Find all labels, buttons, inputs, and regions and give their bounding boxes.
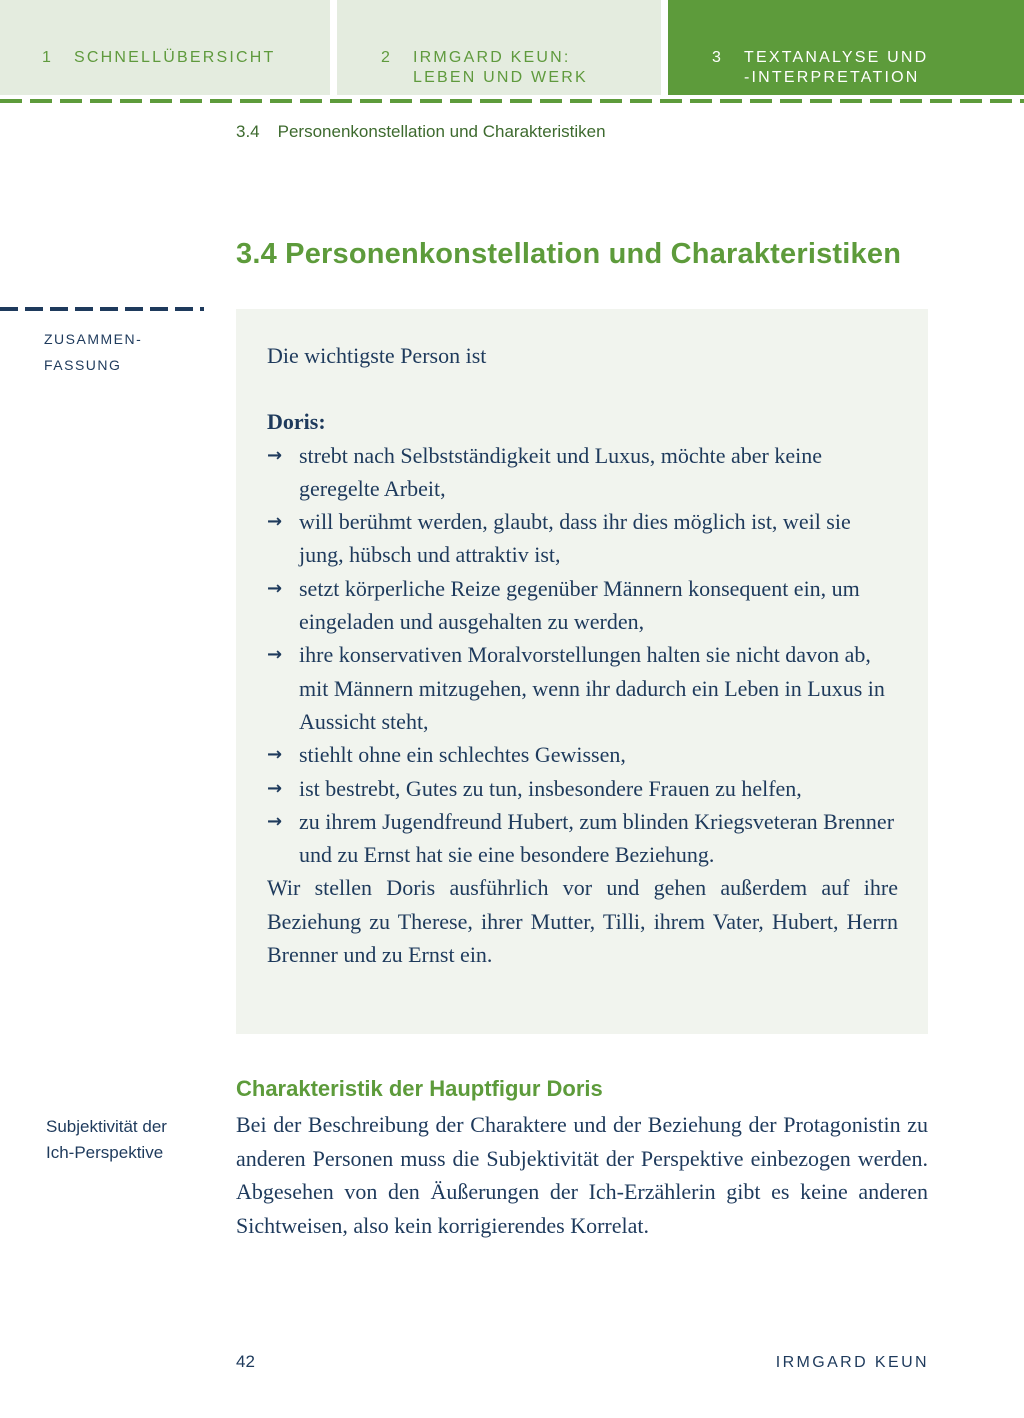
tab-label: TEXTANALYSE UND -INTERPRETATION [744, 49, 929, 86]
running-head: 3.4 Personenkonstellation und Charakteristiken [236, 122, 606, 141]
list-item: → strebt nach Selbstständigkeit und Luxus, möchte aber keine geregelte Arbeit, [267, 439, 898, 506]
arrow-right-icon: → [267, 444, 283, 466]
summary-box [236, 309, 928, 1034]
chapter-tabs [0, 0, 1024, 95]
list-item: → ist bestrebt, Gutes zu tun, insbesondere Frauen zu helfen, [267, 772, 898, 805]
tab-schnelluebersicht[interactable] [0, 0, 330, 95]
arrow-right-icon: → [267, 511, 283, 533]
arrow-right-icon: → [267, 644, 283, 666]
arrow-right-icon: → [267, 810, 283, 832]
section-title: 3.4 Personenkonstellation und Charakteristiken [236, 238, 902, 270]
list-item: → setzt körperliche Reize gegenüber Männern konsequent ein, um eingeladen und ausgehalten zu werden, [267, 572, 898, 639]
tab-textanalyse[interactable] [668, 0, 1024, 95]
tab-label: SCHNELLÜBERSICHT [74, 49, 276, 66]
summary-list [267, 439, 898, 872]
arrow-right-icon: → [267, 577, 283, 599]
tab-number: 2 [381, 49, 393, 66]
tab-label: IRMGARD KEUN: LEBEN UND WERK [413, 49, 588, 86]
footer-author: IRMGARD KEUN [775, 1354, 929, 1371]
tab-number: 1 [42, 49, 54, 66]
page-number: 42 [236, 1352, 255, 1371]
list-item: → will berühmt werden, glaubt, dass ihr dies möglich ist, weil sie jung, hübsch und attraktiv ist, [267, 505, 898, 572]
sidebar-divider [0, 307, 204, 311]
list-item: → zu ihrem Jugendfreund Hubert, zum blinden Kriegsveteran Brenner und zu Ernst hat sie eine besondere Beziehung. [267, 805, 898, 872]
list-item: → ihre konservativen Moralvorstellungen halten sie nicht davon ab, mit Männern mitzugehen, wenn ihr dadurch ein Leben in Luxus in Aussicht steht, [267, 638, 898, 738]
summary-lead: Doris: [267, 409, 326, 435]
list-item: → stiehlt ohne ein schlechtes Gewissen, [267, 738, 898, 771]
header-divider [0, 99, 1024, 103]
tab-leben-und-werk[interactable] [337, 0, 661, 95]
body-paragraph: Bei der Beschreibung der Charaktere und der Beziehung der Protagonistin zu anderen Personen muss die Subjektivität der Perspektive einbezogen werden. Abgesehen von den Äußerungen der Ich-Erzählerin gibt es keine anderen Sichtweisen, also kein korrigierendes Korrelat. [236, 1112, 928, 1238]
arrow-right-icon: → [267, 744, 283, 766]
subsection-title: Charakteristik der Hauptfigur Doris [236, 1076, 603, 1101]
summary-intro: Die wichtigste Person ist [267, 343, 487, 368]
tab-number: 3 [712, 49, 724, 66]
sidebar-label-summary: ZUSAMMEN- FASSUNG [44, 331, 143, 373]
sidebar-label-subjectivity: Subjektivität der Ich-Perspektive [46, 1117, 167, 1162]
summary-closing: Wir stellen Doris ausführlich vor und gehen außerdem auf ihre Beziehung zu Therese, ihrer Mutter, Tilli, ihrem Vater, Hubert, Herrn Brenner und zu Ernst ein. [267, 875, 898, 968]
arrow-right-icon: → [267, 777, 283, 799]
